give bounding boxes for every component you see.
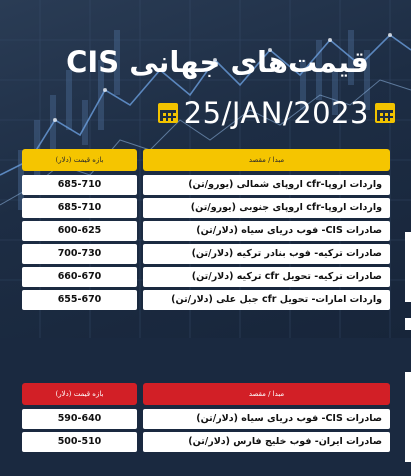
header-price-range: بازه قیمت (دلار) xyxy=(22,149,137,171)
table-row xyxy=(22,290,390,310)
price-cell: 600-625 xyxy=(22,221,137,241)
calendar-icon xyxy=(375,103,395,123)
table-header xyxy=(22,149,390,171)
right-edge-decoration xyxy=(405,232,411,302)
price-cell: 685-710 xyxy=(22,198,137,218)
header-price-range: بازه قیمت (دلار) xyxy=(22,383,137,405)
report-date: 25/JAN/2023 xyxy=(183,96,369,130)
page-title: قیمت‌های جهانی CIS xyxy=(66,45,369,79)
right-edge-decoration xyxy=(405,372,411,462)
price-cell: 660-670 xyxy=(22,267,137,287)
table-row xyxy=(22,409,390,429)
header-origin-destination: مبدا / مقصد xyxy=(143,149,390,171)
table-row xyxy=(22,244,390,264)
price-cell: 655-670 xyxy=(22,290,137,310)
price-table-yellow xyxy=(22,149,390,313)
table-row xyxy=(22,175,390,195)
route-cell: واردات امارات- تحویل cfr جبل علی (دلار/تن) xyxy=(143,290,390,310)
table-row xyxy=(22,198,390,218)
table-row xyxy=(22,221,390,241)
price-cell: 685-710 xyxy=(22,175,137,195)
route-cell: صادرات CIS- فوب دریای سیاه (دلار/تن) xyxy=(143,409,390,429)
table-row xyxy=(22,267,390,287)
price-cell: 590-640 xyxy=(22,409,137,429)
route-cell: واردات اروپا-cfr اروپای جنوبی (یورو/تن) xyxy=(143,198,390,218)
route-cell: صادرات ترکیه- تحویل cfr ترکیه (دلار/تن) xyxy=(143,267,390,287)
route-cell: صادرات ترکیه- فوب بنادر ترکیه (دلار/تن) xyxy=(143,244,390,264)
right-edge-decoration xyxy=(405,318,411,330)
route-cell: واردات اروپا-cfr اروپای شمالی (یورو/تن) xyxy=(143,175,390,195)
header-origin-destination: مبدا / مقصد xyxy=(143,383,390,405)
table-row xyxy=(22,432,390,452)
route-cell: صادرات ایران- فوب خلیج فارس (دلار/تن) xyxy=(143,432,390,452)
date-row xyxy=(158,96,395,130)
price-table-red xyxy=(22,383,390,455)
calendar-icon xyxy=(158,103,178,123)
price-cell: 500-510 xyxy=(22,432,137,452)
route-cell: صادرات CIS- فوب دریای سیاه (دلار/تن) xyxy=(143,221,390,241)
table-header xyxy=(22,383,390,405)
price-cell: 700-730 xyxy=(22,244,137,264)
